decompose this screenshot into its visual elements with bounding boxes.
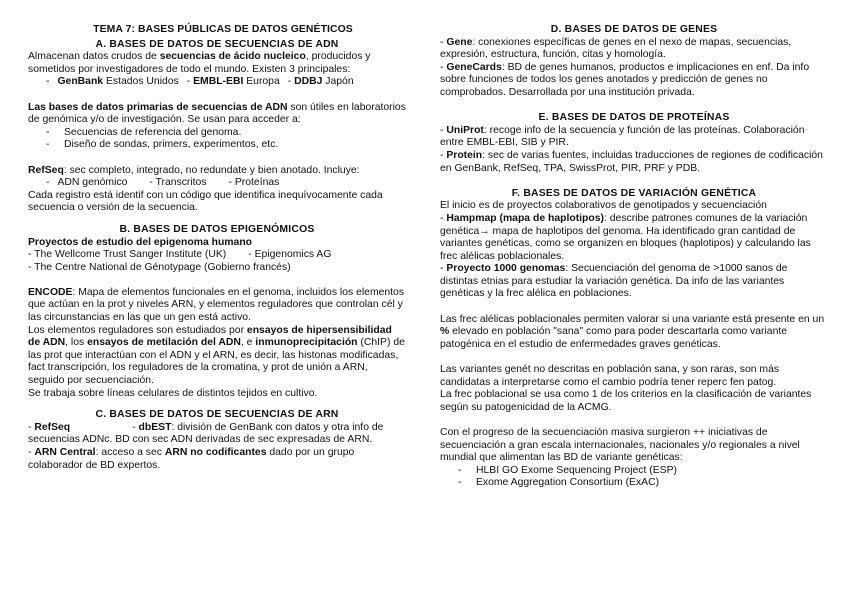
section-f-acmg: La frec poblacional se usa como 1 de los criterios en la clasificación de variantes según su patogenicidad de la ACMG. [440,389,812,413]
section-f-raras: Las variantes genét no descritas en población sana, y son raras, son más candidatas a interpretarse como el cambio podría tener reperc fen patog. [440,364,780,388]
list-item: - Diseño de sondas, primers, experimentos, etc. [28,139,406,152]
section-f-progreso: Con el progreso de la secuenciación masiva surgieron ++ iniciativas de secuenciación a gran escala internacionales, nacionales y/o regionales a nivel mundial que alimentan las BD de variante genéticas: [440,427,800,464]
section-e-heading: E. BASES DE DATOS DE PROTEÍNAS [538,112,730,124]
section-b-projects: - The Wellcome Trust Sanger Institute (UK) - Epigenomics AG [28,249,332,261]
section-a-databases: - GenBank Estados Unidos - EMBL-EBI Europa - DDBJ Japón [46,76,354,88]
list-item: - HLBI GO Exome Sequencing Project (ESP) [440,465,828,478]
section-f-1000-genomas: - Proyecto 1000 genomas: Secuenciación del genoma de >1000 sanos de distintas etnias para estudiar la variación genética. Da info de las variantes genéticas y la frec alélica en poblaciones. [440,263,788,300]
section-d-genecards: - GeneCards: BD de genes humanos, productos e implicaciones en enf. Da info sobre funciones de todos los genes anotados y predicción de genes no comprobados. Desarrollada por una institución privada. [440,61,810,98]
left-column [28,24,406,472]
right-column [440,24,828,490]
section-c-heading: C. BASES DE DATOS DE SECUENCIAS DE ARN [95,409,339,421]
section-b-lineas: Se trabaja sobre líneas celulares de distintos tejidos en cultivo. [28,387,318,399]
document-title: TEMA 7: BASES PÚBLICAS DE DATOS GENÉTICOS [93,24,353,35]
section-a-intro: Almacenan datos crudos de secuencias de ácido nucleico, producidos y sometidos por investigadores de todo el mundo. Existen 3 principales: [28,51,371,75]
section-a-refseq: RefSeq: sec completo, integrado, no redundate y bien anotado. Incluye: [28,164,360,176]
section-b-ensayos: Los elementos reguladores son estudiados por ensayos de hipersensibilidad de ADN, los ensayos de metilación del ADN, e inmunoprecipitación (ChIP) de las prot que interactúan con el ADN y el ARN, es decir, las histonas modificadas, fact transcripción, los reguladores de la cromatina, y prot de unión a ARN, seguido por secuenciación. [28,324,405,387]
section-b-heading: B. BASES DE DATOS EPIGENÓMICOS [119,223,315,235]
section-e-uniprot: - UniProt: recoge info de la secuencia y función de las proteínas. Colaboración entre EMBL-EBI, SIB y PIR. [440,124,805,149]
section-a-refseq-end: Cada registro está identif con un código que identifica inequívocamente cada secuencia o versión de la secuencia. [28,189,383,214]
section-d-heading: D. BASES DE DATOS DE GENES [550,24,718,35]
section-a-heading: A. BASES DE DATOS DE SECUENCIAS DE ADN [95,38,339,50]
section-f-list [440,465,828,490]
section-b-subheading: Proyectos de estudio del epigenoma humano [28,236,253,248]
section-e-protein: - Protein: sec de varias fuentes, incluidas traducciones de regiones de codificación en GenBank, RefSeq, TPA, SwissProt, PIR, PRF y PDB. [440,149,823,174]
section-c-arn-central: - ARN Central: acceso a sec ARN no codificantes dado por un grupo colaborador de BD expertos. [28,447,355,471]
list-item: - Secuencias de referencia del genoma. [28,127,406,140]
section-b-project-3: - The Centre National de Génotypage (Gobierno francés) [28,261,291,273]
list-item: - Exome Aggregation Consortium (ExAC) [440,477,828,490]
section-a-refseq-items: - ADN genómico - Transcritos - Proteínas [46,177,280,189]
section-b-encode: ENCODE: Mapa de elementos funcionales en el genoma, incluidos los elementos que actúan en la prot y niveles ARN, y elementos reguladores que controlan cél y las circunstancias en las que un gen está activo. [28,286,405,324]
section-f-heading: F. BASES DE DATOS DE VARIACIÓN GENÉTICA [511,187,757,199]
section-f-intro: El inicio es de proyectos colaborativos de genotipados y secuenciación [440,200,767,212]
section-f-frec: Las frec alélicas poblacionales permiten valorar si una variante está presente en un % elevado en población "sana" como para poder descartarla como variante patogénica en el estudio de enfermedades graves genéticas. [440,313,825,350]
section-a-primarias: Las bases de datos primarias de secuencias de ADN son útiles en laboratorios de genómica y/o de investigación. Se usan para acceder a: [28,101,406,126]
section-d-gene: - Gene: conexiones específicas de genes en el nexo de mapas, secuencias, expresión, estructura, función, citas y homología. [440,36,792,61]
section-c-dbest: - RefSeq - dbEST: división de GenBank con datos y otra info de secuencias ADNc. BD con sec ADN derivadas de sec expresadas de ARN. [28,421,384,446]
section-f-hapmap: - Hampmap (mapa de haplotipos): describe patrones comunes de la variación genética→ mapa de haplotipos del genoma. Ha identificado gran cantidad de variantes genéticas, como se organizen en bloques (haplotipos) y calculando las frec alélicas poblacionales. [440,212,811,262]
section-a-primarias-list [28,127,406,152]
